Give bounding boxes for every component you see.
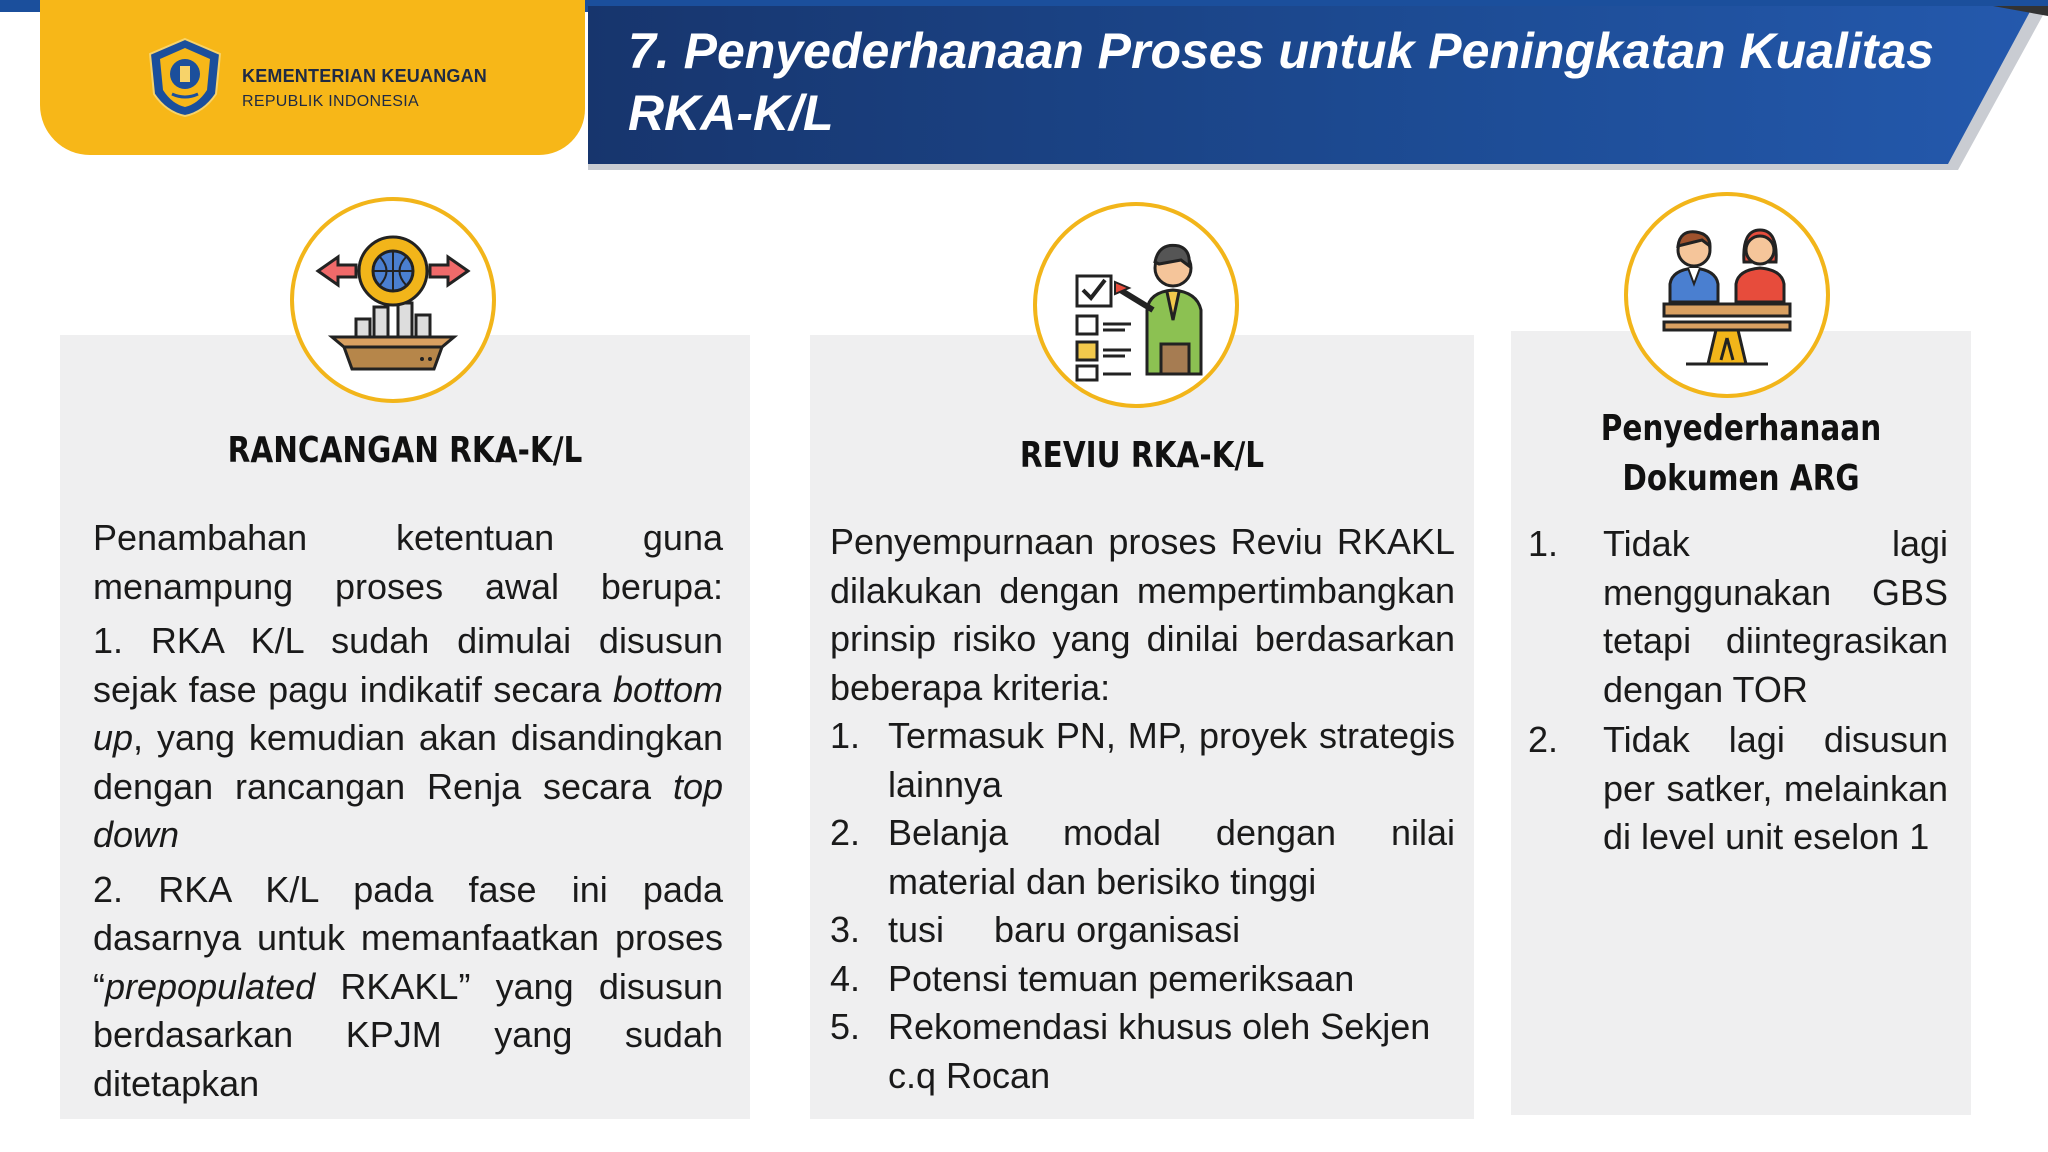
card-reviu-criteria-list — [830, 712, 1455, 1100]
ministry-emblem-icon — [144, 36, 226, 118]
card-arg-title: Penyederhanaan Dokumen ARG — [1600, 408, 1882, 499]
card-reviu-icon-badge — [1033, 202, 1239, 408]
list-item: 2. Tidak lagi disusun per satker, melainkan di level unit eselon 1 — [1528, 719, 1948, 857]
card-rancangan-point-2: 2. RKA K/L pada fase ini pada dasarnya untuk memanfaatkan proses “prepopulated RKAKL” yang disusun berdasarkan KPJM yang sudah ditetapkan — [93, 868, 723, 1104]
card-rancangan-icon-badge — [290, 197, 496, 403]
card-rancangan-intro: Penambahan ketentuan guna menampung proses awal berupa: — [93, 517, 723, 607]
page-title: 7. Penyederhanaan Proses untuk Peningkatan Kualitas RKA-K/L — [628, 23, 1934, 141]
list-item: 1. Termasuk PN, MP, proyek strategis lainnya — [830, 715, 1455, 805]
card-reviu-body — [830, 518, 1455, 1100]
org-name: KEMENTERIAN KEUANGAN — [242, 66, 488, 86]
list-item: 5. Rekomendasi khusus oleh Sekjen c.q Rocan — [830, 1006, 1431, 1096]
card-rancangan-title: RANCANGAN RKA-K/L — [227, 430, 583, 471]
card-reviu-title: REVIU RKA-K/L — [1019, 435, 1265, 476]
list-item: 3. tusi baru organisasi — [830, 909, 1241, 950]
list-item: 1. Tidak lagi menggunakan GBS tetapi diintegrasikan dengan TOR — [1528, 523, 1948, 710]
card-arg-list — [1528, 520, 1948, 862]
card-reviu-intro: Penyempurnaan proses Reviu RKAKL dilakukan dengan mempertimbangkan prinsip risiko yang dinilai berdasarkan beberapa kriteria: — [830, 521, 1455, 708]
gender-balance-scale-icon — [1646, 214, 1808, 376]
card-arg-body — [1528, 520, 1948, 864]
checklist-reviewer-icon — [1055, 224, 1217, 386]
list-item: 4. Potensi temuan pemeriksaan — [830, 957, 1355, 999]
gear-globe-box-icon — [312, 219, 474, 381]
org-country: REPUBLIK INDONESIA — [242, 93, 420, 110]
list-item: 2. Belanja modal dengan nilai material dan berisiko tinggi — [830, 812, 1455, 902]
card-rancangan-body — [93, 514, 723, 1114]
card-rancangan-point-1: 1. RKA K/L sudah dimulai disusun sejak fase pagu indikatif secara bottom up, yang kemudian akan disandingkan dengan rancangan Renja secara top down — [93, 620, 723, 855]
card-arg-icon-badge — [1624, 192, 1830, 398]
